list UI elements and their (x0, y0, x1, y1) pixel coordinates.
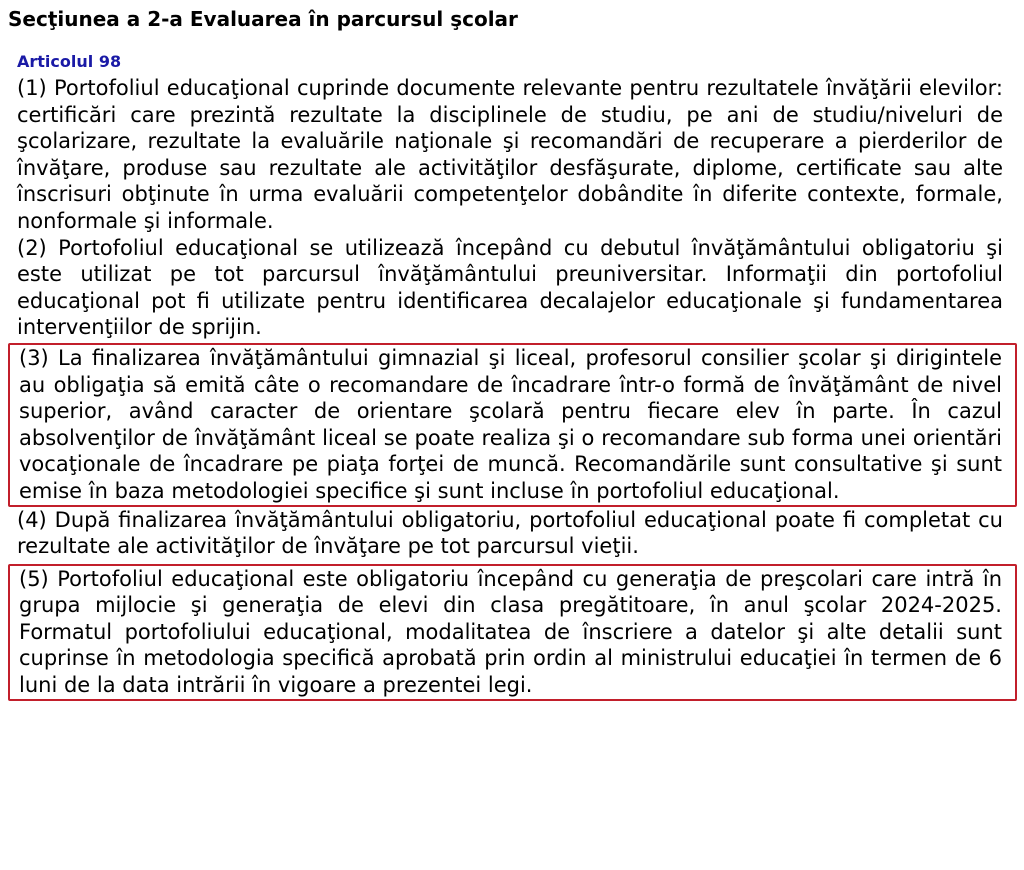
paragraph-4: (4) După finalizarea învăţământului obligatoriu, portofoliul educaţional poate fi completat cu rezultate ale activităţilor de învăţare pe tot parcursul vieţii. (17, 507, 1003, 559)
article-title: Articolul 98 (17, 52, 122, 71)
paragraph-1: (1) Portofoliul educaţional cuprinde documente relevante pentru rezultatele învăţării elevilor: certificări care prezintă rezultate la disciplinele de studiu, pe ani de studiu/niveluri de şcolarizare, rezultate la evaluările naţionale şi recomandări de recuperare a pierderilor de învăţare, produse sau rezultate ale activităţilor desfăşurate, diplome, certificate sau alte înscrisuri obţinute în urma evaluării competenţelor dobândite în diferite contexte, formale, nonformale şi informale. (17, 76, 1003, 233)
article-content (17, 75, 1003, 701)
paragraph-5-highlighted: (5) Portofoliul educaţional este obligatoriu începând cu generaţia de preşcolari care intră în grupa mijlocie şi generaţia de elevi din clasa pregătitoare, în anul şcolar 2024-2025. Formatul portofoliului educaţional, modalitatea de înscriere a datelor şi alte detalii sunt cuprinse în metodologia specifică aprobată prin ordin al ministrului educaţiei în termen de 6 luni de la data intrării în vigoare a prezentei legi. (8, 564, 1017, 701)
paragraph-3-highlighted: (3) La finalizarea învăţământului gimnazial şi liceal, profesorul consilier şcolar şi dirigintele au obligaţia să emită câte o recomandare de încadrare într-o formă de învăţământ de nivel superior, având caracter de orientare şcolară pentru fiecare elev în parte. În cazul absolvenţilor de învăţământ liceal se poate realiza şi o recomandare sub forma unei orientări vocaţionale de încadrare pe piaţa forţei de muncă. Recomandările sunt consultative şi sunt emise în baza metodologiei specifice şi sunt incluse în portofoliul educaţional. (8, 343, 1017, 507)
section-title: Secţiunea a 2-a Evaluarea în parcursul şcolar (8, 7, 518, 31)
paragraph-2: (2) Portofoliul educaţional se utilizează începând cu debutul învăţământului obligatoriu şi este utilizat pe tot parcursul învăţământului preuniversitar. Informaţii din portofoliul educaţional pot fi utilizate pentru identificarea decalajelor educaţionale şi fundamentarea intervenţiilor de sprijin. (17, 235, 1003, 340)
